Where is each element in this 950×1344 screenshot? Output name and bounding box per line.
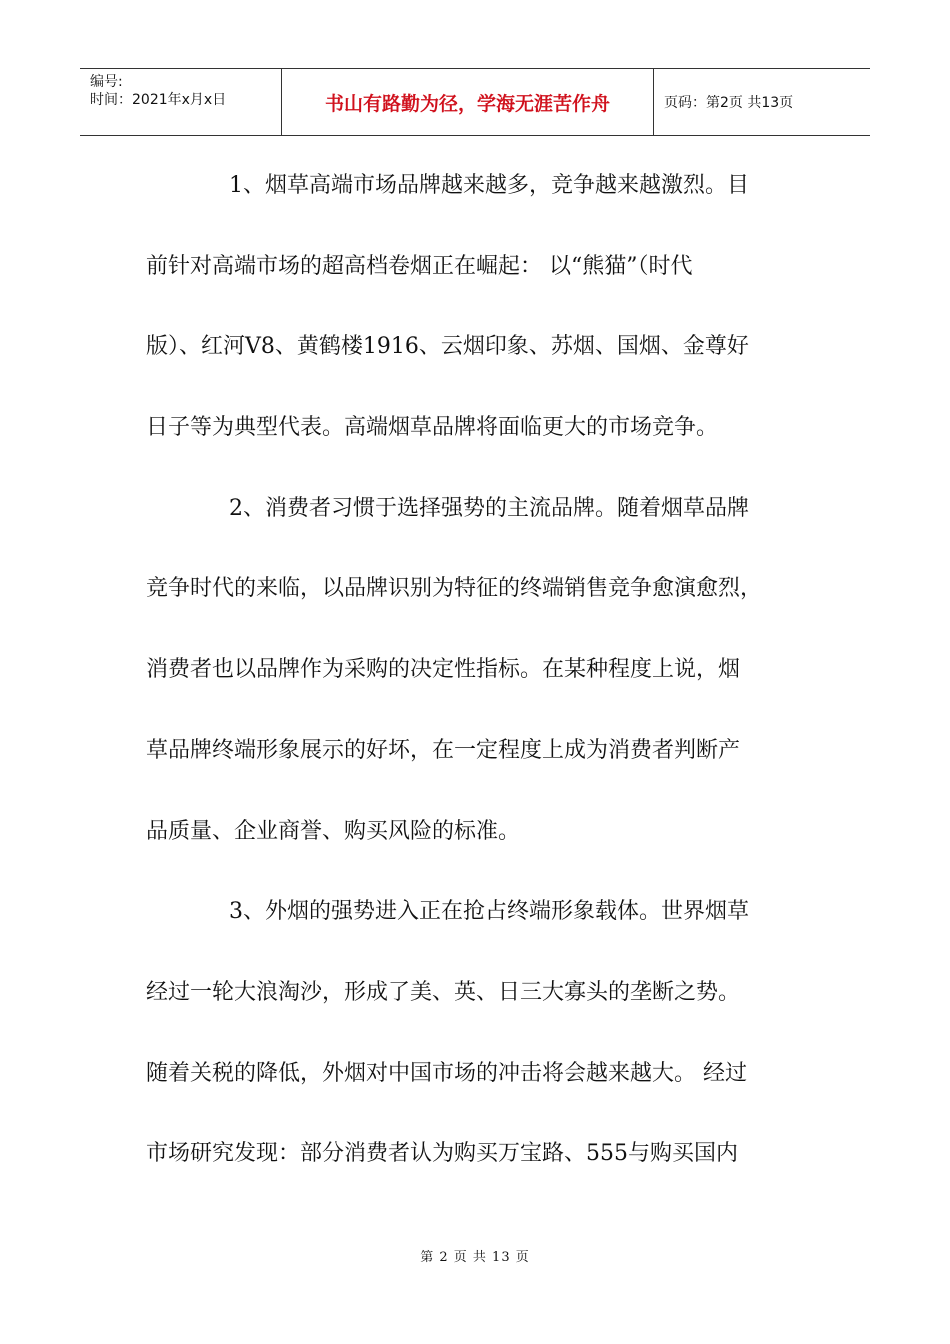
paragraph-1-line-2: 前针对高端市场的超高档卷烟正在崛起： 以“熊猫”（时代 — [146, 253, 693, 279]
paragraph-2-line-3: 消费者也以品牌作为采购的决定性指标。在某种程度上说，烟 — [146, 657, 741, 683]
serial-number-label: 编号: — [90, 74, 123, 90]
paragraph-2-line-2: 竞争时代的来临，以品牌识别为特征的终端销售竞争愈演愈烈， — [146, 576, 763, 602]
header-motto: 书山有路勤为径，学海无涯苦作舟 — [282, 69, 654, 135]
date-label: 时间：2021年x月x日 — [90, 92, 227, 108]
paragraph-3-line-4: 市场研究发现：部分消费者认为购买万宝路、555与购买国内 — [146, 1141, 738, 1167]
paragraph-3-line-3: 随着关税的降低，外烟对中国市场的冲击将会越来越大。 经过 — [146, 1060, 747, 1086]
paragraph-3-line-2: 经过一轮大浪淘沙，形成了美、英、日三大寡头的垄断之势。 — [146, 979, 741, 1005]
paragraph-1-line-1: 1、烟草高端市场品牌越来越多，竞争越来越激烈。目 — [229, 173, 749, 198]
paragraph-2-line-4: 草品牌终端形象展示的好坏，在一定程度上成为消费者判断产 — [146, 737, 741, 763]
document-body — [146, 160, 810, 1209]
page-header — [80, 68, 870, 136]
paragraph-1-line-4: 日子等为典型代表。高端烟草品牌将面临更大的市场竞争。 — [146, 415, 719, 441]
page-footer: 第 2 页 共 13 页 — [420, 1250, 530, 1265]
paragraph-2-line-1: 2、消费者习惯于选择强势的主流品牌。随着烟草品牌 — [229, 495, 749, 521]
paragraph-1-line-3: 版）、红河V8、黄鹤楼1916、云烟印象、苏烟、国烟、金尊好 — [146, 334, 749, 360]
header-meta-cell — [80, 69, 282, 135]
header-page-number: 页码：第2页 共13页 — [664, 95, 794, 111]
paragraph-2-line-5: 品质量、企业商誉、购买风险的标准。 — [146, 818, 521, 844]
paragraph-3-line-1: 3、外烟的强势进入正在抢占终端形象载体。世界烟草 — [229, 899, 749, 925]
